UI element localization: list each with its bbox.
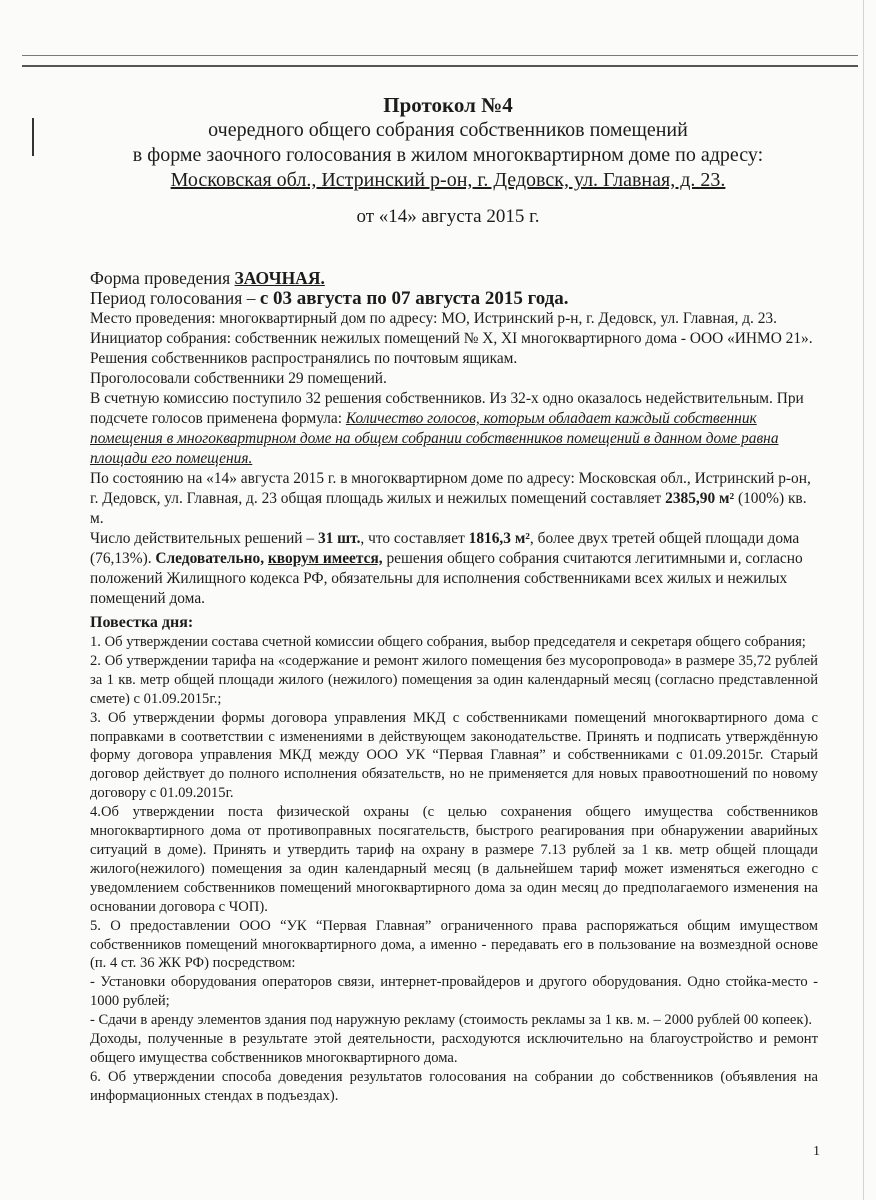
- place-line: Место проведения: многоквартирный дом по адресу: МО, Истринский р-н, г. Дедовск, ул. Главная, д. 23.: [90, 310, 777, 327]
- distribution-line: Решения собственников распространялись по почтовым ящикам.: [90, 350, 518, 367]
- initiator-line: Инициатор собрания: собственник нежилых помещений № X, XI многоквартирного дома - ООО «ИНМО 21».: [90, 330, 813, 347]
- agenda-item: 6. Об утверждении способа доведения результатов голосования на собрании до собственников (объявления на информационных стендах в подъездах).: [90, 1068, 818, 1104]
- agenda-item: - Установки оборудования операторов связи, интернет-провайдеров и другого оборудования. Одно стойка-место - 1000 рублей;: [90, 974, 818, 1010]
- area-text: По состоянию на «14» августа 2015 г. в многоквартирном доме по адресу: Московская обл., Истринский р-он, г. Дедовск, ул. Главная, д. 23 общая площадь жилых и нежилых помещений составляет: [90, 470, 811, 507]
- agenda-item: 5. О предоставлении ООО “УК “Первая Главная” ограниченного права распоряжаться общим имуществом собственников помещений многоквартирного дома, а именно - передавать его в пользование на возмездной основе (п. 4 ст. 36 ЖК РФ) посредством:: [90, 917, 818, 972]
- margin-mark: [32, 118, 34, 156]
- top-rule-double: [22, 65, 858, 67]
- quorum-paragraph: [90, 529, 818, 609]
- commission-paragraph: [90, 389, 818, 469]
- protocol-body: [90, 268, 818, 1106]
- valid-label: Число действительных решений –: [90, 530, 318, 547]
- period-label: Период голосования –: [90, 288, 260, 308]
- agenda-list: [90, 633, 818, 1106]
- period-value: с 03 августа по 07 августа 2015 года.: [259, 288, 569, 309]
- form-value: ЗАОЧНАЯ.: [234, 268, 325, 288]
- agenda-item: 3. Об утверждении формы договора управления МКД с собственниками помещений многоквартирного дома с поправками в соответствии с изменениями в действующем законодательстве. Принять и подписать утверждённую форму договора управления МКД между ООО УК “Первая Главная” и собственниками с 01.09.2015г. Старый договор действует до полного исполнения обязательств, но не применяется для новых правоотношений по новому договору с 01.09.2015г.: [90, 709, 818, 802]
- form-label: Форма проведения: [90, 268, 235, 288]
- header-line-1: очередного общего собрания собственников помещений: [208, 119, 688, 141]
- area-paragraph: [90, 469, 818, 529]
- protocol-title: Протокол №4: [383, 93, 513, 117]
- agenda-title: Повестка дня:: [90, 614, 194, 631]
- area-tail: (100%) кв. м.: [90, 490, 807, 527]
- voted-line: Проголосовали собственники 29 помещений.: [90, 370, 387, 387]
- valid-area: 1816,3 м²: [468, 530, 530, 547]
- conclusion-bold: Следовательно,: [155, 550, 268, 567]
- commission-text: В счетную комиссию поступило 32 решения собственников. Из 32-х одно оказалось недействительным. При подсчете голосов применена формула:: [90, 390, 804, 427]
- agenda-item: 4.Об утверждении поста физической охраны (с целью сохранения общего имущества собственников многоквартирного дома от противоправных посягательств, быстрого реагирования при обнаружении аварийных ситуаций в доме). Принять и утвердить тариф на охрану в размере 7.13 рублей за 1 кв. метр общей площади жилого(нежилого) помещения за один календарный месяц (в дальнейшем тариф может изменяться ежегодно с уведомлением собственников помещений многоквартирного дома за один месяц до предполагаемого изменения на основании договора с ЧОП).: [90, 804, 818, 915]
- agenda-item: 2. Об утверждении тарифа на «содержание и ремонт жилого помещения без мусоропровода» в размере 35,72 рублей за 1 кв. метр общей площади жилого (нежилого) помещения за один календарный месяц (согласно представленной смете) с 01.09.2015г.;: [90, 652, 818, 707]
- header-address: Московская обл., Истринский р-он, г. Дедовск, ул. Главная, д. 23.: [170, 169, 726, 191]
- page-edge: [863, 0, 864, 1200]
- area-value: 2385,90 м²: [665, 490, 735, 507]
- page-number: 1: [813, 1144, 820, 1159]
- voting-formula: Количество голосов, которым обладает каждый собственник помещения в многоквартирном доме на общем собрании собственников помещений в данном доме равна площади его помещения.: [90, 410, 779, 467]
- form-line: [90, 268, 818, 288]
- protocol-date: от «14» августа 2015 г.: [356, 206, 540, 227]
- quorum-text: кворум имеется,: [267, 550, 383, 567]
- valid-mid: , что составляет: [360, 530, 469, 547]
- agenda-item: Доходы, полученные в результате этой деятельности, расходуются исключительно на благоустройство и ремонт общего имущества собственников многоквартирного дома.: [90, 1031, 818, 1066]
- agenda-item: - Сдачи в аренду элементов здания под наружную рекламу (стоимость рекламы за 1 кв. м. – 2000 рублей 00 копеек).: [90, 1012, 812, 1029]
- valid-tail: , более двух третей общей площади дома (76,13%).: [90, 530, 800, 567]
- protocol-header: [90, 92, 806, 228]
- valid-count: 31 шт.: [317, 530, 361, 547]
- header-line-2: в форме заочного голосования в жилом многоквартирном доме по адресу:: [132, 144, 764, 166]
- top-rule: [22, 55, 858, 56]
- period-line: [90, 288, 818, 309]
- agenda-item: 1. Об утверждении состава счетной комиссии общего собрания, выбор председателя и секретаря общего собрания;: [90, 634, 806, 650]
- conclusion-tail: решения общего собрания считаются легитимными и, согласно положений Жилищного кодекса РФ, обязательны для исполнения собственниками всех жилых и нежилых помещений дома.: [90, 550, 803, 607]
